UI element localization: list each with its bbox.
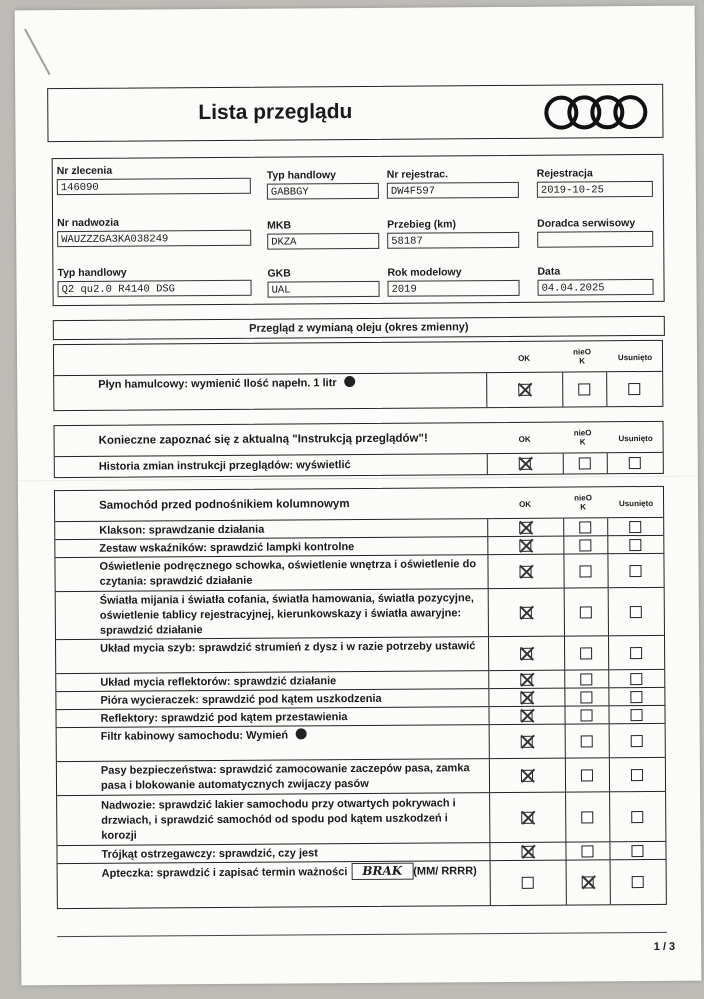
removed-cell (607, 554, 663, 587)
ok-cell (489, 793, 566, 843)
footer-divider (57, 932, 667, 937)
checklist-row (56, 636, 664, 674)
removed-cell (609, 758, 665, 791)
not-ok-checkbox[interactable] (579, 539, 591, 551)
vin-value: WAUZZZGA3KA038249 (57, 230, 251, 247)
not-ok-checkbox[interactable] (580, 606, 592, 618)
ok-cell (487, 537, 564, 555)
mkb-field: MKB DKZA (267, 219, 379, 250)
removed-checkbox[interactable] (629, 539, 641, 551)
checklist-label-cell (57, 759, 490, 795)
ok-checkbox[interactable] (519, 458, 531, 470)
not_ok-cell (565, 758, 610, 791)
four-rings-logo-icon (542, 93, 650, 132)
not_ok-cell (564, 636, 609, 669)
checklist-item-label: Reflektory: sprawdzić pod kątem przestawienia (100, 710, 348, 725)
removed-checkbox[interactable] (631, 811, 643, 823)
checklist-item-label: Historia zmian instrukcji przeglądów: wyświetlić (98, 458, 351, 473)
document-page (15, 6, 702, 986)
bullet-dot-icon (345, 376, 356, 387)
page-number: 1 / 3 (653, 940, 676, 953)
section-oil-change-title: Przegląd z wymianą oleju (okres zmienny) (53, 316, 665, 340)
registration-number-field: Nr rejestrac. DW4F597 (387, 168, 519, 199)
not-ok-checkbox[interactable] (579, 457, 591, 469)
checklist-label-cell (54, 373, 487, 410)
block2-header-row (55, 422, 663, 457)
document-header (47, 84, 663, 142)
column-ok-header: OK (518, 434, 531, 444)
checklist-label-cell (56, 671, 489, 691)
column-removed-header: Usunięto (617, 352, 653, 363)
bullet-dot-icon (296, 728, 307, 739)
removed-checkbox[interactable] (629, 457, 641, 469)
checklist-item-label: Płyn hamulcowy: wymienić Ilość napełn. 1 litr (98, 375, 482, 393)
removed-cell (607, 453, 663, 473)
registration-number-value: DW4F597 (387, 182, 519, 199)
removed-checkbox[interactable] (628, 383, 640, 395)
removed-checkbox[interactable] (630, 673, 642, 685)
removed-cell (609, 724, 665, 757)
checklist-row (55, 453, 663, 477)
block3-header-row (55, 487, 663, 522)
removed-checkbox[interactable] (630, 709, 642, 721)
ok-cell (488, 637, 565, 671)
ok-checkbox[interactable] (520, 691, 532, 703)
registration-date-value: 2019-10-25 (537, 181, 653, 198)
not_ok-cell (563, 518, 608, 535)
pen-mark (24, 17, 72, 75)
ok-cell (488, 589, 565, 637)
column-not-ok-header: nieO K (573, 347, 591, 366)
removed-checkbox[interactable] (630, 606, 642, 618)
ok-checkbox[interactable] (519, 565, 531, 577)
not_ok-cell (565, 792, 610, 841)
column-removed-header: Usunięto (618, 433, 653, 444)
removed-cell (608, 706, 664, 723)
checklist-label-cell (56, 589, 489, 639)
registration-date-field: Rejestracja 2019-10-25 (537, 167, 653, 198)
vin-field: Nr nadwozia WAUZZZGA3KA038249 (57, 216, 251, 247)
checklist-item-label: Pasy bezpieczeństwa: sprawdzić zamocowanie zaczepów pasa, zamka pasa i blokowanie automatycznych zwijaczy pasów (100, 762, 470, 792)
ok-cell (487, 555, 564, 589)
not_ok-cell (562, 372, 607, 406)
removed-checkbox[interactable] (632, 876, 644, 888)
removed-checkbox[interactable] (630, 647, 642, 659)
not_ok-cell (565, 724, 610, 757)
not-ok-checkbox[interactable] (581, 735, 593, 747)
removed-cell (609, 792, 665, 841)
not-ok-checkbox[interactable] (580, 647, 592, 659)
checklist-item-label: Klakson: sprawdzanie działania (99, 523, 265, 537)
removed-checkbox[interactable] (631, 735, 643, 747)
service-advisor-value (537, 231, 653, 248)
checklist-row (55, 554, 663, 592)
removed-cell (609, 842, 665, 859)
checklist-label-cell (55, 519, 488, 539)
checklist-item-label: Nadwozie: sprawdzić lakier samochodu przy otwartych pokrywach i drzwiach, i sprawdzić samochód od spodu pod kątem uszkodzeń i korozji (101, 796, 456, 842)
gkb-value: UAL (268, 281, 380, 298)
not_ok-cell (564, 706, 609, 723)
checklist-item-label: Filtr kabinowy samochodu: Wymień (101, 727, 485, 745)
order-number-value: 146090 (57, 178, 251, 195)
order-number-field: Nr zlecenia 146090 (57, 164, 251, 195)
column-ok-header: OK (518, 353, 531, 363)
ok-cell (486, 373, 563, 408)
vehicle-info-box (52, 154, 665, 306)
checklist-label-cell (58, 861, 491, 908)
not_ok-cell (563, 554, 608, 587)
ok-checkbox[interactable] (521, 811, 533, 823)
column-not-ok-header: nieO K (574, 493, 592, 512)
checklist-row (58, 860, 666, 908)
removed-cell (608, 588, 664, 635)
not-ok-checkbox[interactable] (579, 565, 591, 577)
column-removed-header: Usunięto (618, 498, 654, 509)
not_ok-cell (563, 453, 608, 473)
ok-checkbox[interactable] (521, 735, 533, 747)
not-ok-checkbox[interactable] (582, 876, 594, 888)
checklist-item-label: Trójkąt ostrzegawczy: sprawdzić, czy jest (101, 846, 318, 861)
checklist-label-cell (55, 555, 488, 591)
trade-type-field: Typ handlowy Q2 qu2.0 R4140 DSG (57, 266, 251, 297)
checklist-item-label: Apteczka: sprawdzić i zapisać termin ważności BRAK (MM/ RRRR) (101, 863, 477, 880)
not-ok-checkbox[interactable] (581, 845, 593, 857)
ok-cell (489, 725, 566, 759)
checklist-item-label: Zestaw wskaźników: sprawdzić lampki kontrolne (99, 540, 355, 555)
removed-cell (607, 518, 663, 535)
ok-checkbox[interactable] (518, 384, 530, 396)
checklist-label-cell (57, 843, 490, 863)
checklist-row (57, 724, 665, 762)
not_ok-cell (564, 670, 609, 687)
block1-header-row (54, 341, 662, 376)
not_ok-cell (566, 860, 611, 904)
mkb-value: DKZA (267, 233, 379, 250)
checklist-row (54, 372, 662, 410)
not-ok-checkbox[interactable] (579, 521, 591, 533)
column-ok-header: OK (519, 499, 532, 509)
date-field: Data 04.04.2025 (537, 265, 653, 296)
block2-header-text: Konieczne zapoznać się z aktualną "Instrukcją przeglądów"! (98, 432, 428, 447)
ok-checkbox[interactable] (522, 877, 534, 889)
trade-type-code-field: Typ handlowy GABBGY (267, 169, 379, 200)
service-advisor-field: Doradca serwisowy (537, 217, 653, 248)
removed-cell (607, 536, 663, 553)
checklist-label-cell (57, 725, 490, 761)
checklist-label-cell (55, 537, 488, 557)
checklist-item-label: Światła mijania i światła cofania, światła hamowania, światła pozycyjne, oświetlenie tablicy rejestracyjnej, kierunkowskazy i światła awaryjne: sprawdzić działanie (99, 591, 474, 637)
not-ok-checkbox[interactable] (581, 811, 593, 823)
not_ok-cell (564, 688, 609, 705)
not-ok-checkbox[interactable] (578, 383, 590, 395)
ok-checkbox[interactable] (520, 673, 532, 685)
checklist-item-label: Pióra wycieraczek: sprawdzić pod kątem uszkodzenia (100, 692, 382, 707)
removed-checkbox[interactable] (629, 521, 641, 533)
block-brake-fluid (53, 340, 663, 411)
ok-cell (488, 689, 565, 707)
ok-cell (487, 519, 564, 537)
ok-checkbox[interactable] (520, 606, 532, 618)
model-year-value: 2019 (388, 280, 520, 297)
checklist-label-cell (55, 454, 488, 477)
trade-type-code-value: GABBGY (267, 183, 379, 200)
checklist-label-cell (56, 707, 489, 727)
ok-checkbox[interactable] (519, 539, 531, 551)
not_ok-cell (564, 588, 609, 635)
ok-checkbox[interactable] (521, 769, 533, 781)
ok-checkbox[interactable] (519, 521, 531, 533)
removed-checkbox[interactable] (631, 845, 643, 857)
checklist-item-label: Układ mycia reflektorów: sprawdzić działanie (100, 674, 337, 689)
checklist-item-label: Układ mycia szyb: sprawdzić strumień z dysz i w razie potrzeby ustawić (100, 640, 476, 655)
ok-cell (489, 759, 566, 793)
removed-cell (608, 670, 664, 687)
model-year-field: Rok modelowy 2019 (387, 266, 519, 297)
date-value: 04.04.2025 (537, 279, 653, 296)
trade-type-value: Q2 qu2.0 R4140 DSG (57, 280, 251, 297)
checklist-label-cell (57, 793, 490, 845)
handwritten-note: BRAK (351, 863, 413, 880)
mileage-field: Przebieg (km) 58187 (387, 218, 519, 249)
ok-checkbox[interactable] (521, 845, 533, 857)
ok-cell (488, 671, 565, 689)
block-instructions (54, 421, 664, 478)
checklist-row (57, 758, 665, 796)
removed-cell (606, 372, 662, 406)
removed-checkbox[interactable] (630, 691, 642, 703)
removed-cell (608, 636, 664, 669)
checklist-label-cell (56, 689, 489, 709)
not-ok-checkbox[interactable] (581, 769, 593, 781)
column-not-ok-header: nieO K (573, 428, 592, 447)
not_ok-cell (563, 536, 608, 553)
not-ok-checkbox[interactable] (580, 709, 592, 721)
checklist-row (57, 792, 665, 846)
document-title: Lista przeglądu (198, 100, 353, 125)
not_ok-cell (565, 842, 610, 859)
not-ok-checkbox[interactable] (580, 673, 592, 685)
ok-checkbox[interactable] (520, 709, 532, 721)
mileage-value: 58187 (387, 232, 519, 249)
ok-cell (488, 707, 565, 725)
ok-checkbox[interactable] (520, 647, 532, 659)
removed-checkbox[interactable] (629, 565, 641, 577)
not-ok-checkbox[interactable] (580, 691, 592, 703)
gkb-field: GKB UAL (267, 267, 379, 298)
checklist-label-cell (56, 637, 489, 673)
removed-cell (608, 688, 664, 705)
checklist-item-label: Oświetlenie podręcznego schowka, oświetlenie wnętrza i oświetlenie do czytania: sprawdzić działanie (99, 558, 477, 588)
ok-cell (490, 861, 567, 906)
ok-cell (487, 454, 564, 475)
removed-cell (610, 860, 666, 904)
checklist-row (56, 588, 664, 640)
removed-checkbox[interactable] (631, 769, 643, 781)
block3-header-text: Samochód przed podnośnikiem kolumnowym (99, 498, 350, 512)
block-lift-inspection (54, 486, 667, 909)
ok-cell (489, 843, 566, 861)
